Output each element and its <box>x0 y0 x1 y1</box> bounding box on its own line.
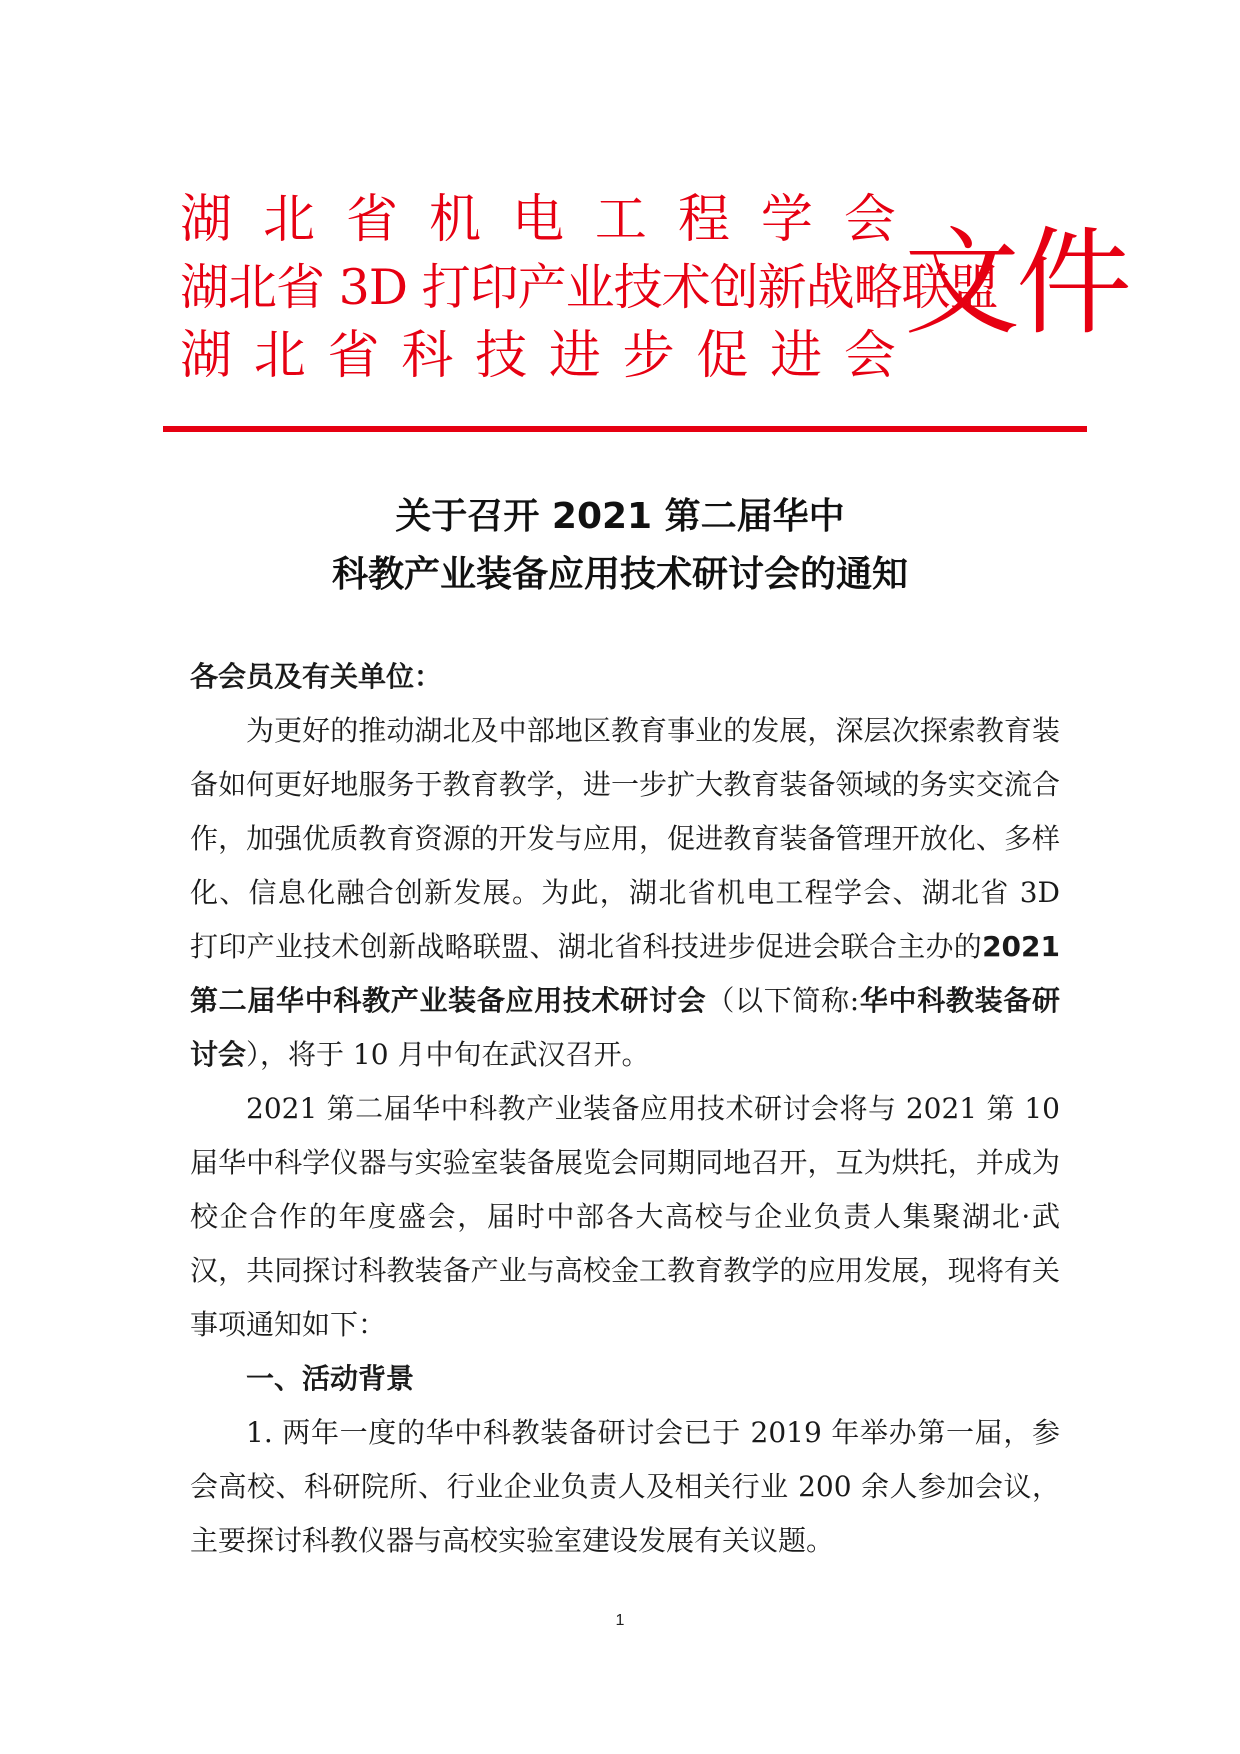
org-line-2: 湖北省 3D 打印产业技术创新战略联盟 <box>180 259 998 316</box>
org3-char: 省 <box>327 326 380 386</box>
section-heading-background: 一、活动背景 <box>246 1362 415 1395</box>
org1-char: 机 <box>428 190 481 250</box>
org1-char: 会 <box>843 190 896 250</box>
title-line-2: 科教产业装备应用技术研讨会的通知 <box>331 554 908 595</box>
org1-char: 工 <box>594 190 647 250</box>
header-divider <box>163 426 1087 432</box>
org3-char: 步 <box>622 326 675 386</box>
org1-char: 学 <box>760 190 813 250</box>
issuing-organizations <box>180 186 998 390</box>
org1-char: 省 <box>345 190 398 250</box>
paragraph-1-text: 为更好的推动湖北及中部地区教育事业的发展，深层次探索教育装备如何更好地服务于教育教学，进一步扩大教育装备领域的务实交流合作，加强优质教育资源的开发与应用，促进教育装备管理开放化、多样化、信息化融合创新发展。为此，湖北省机电工程学会、湖北省 3D 打印产业技术创新战略联盟、湖北省科技进步促进会联合主办的 <box>190 714 1060 963</box>
org1-char: 湖 <box>180 190 233 250</box>
org-line-3 <box>180 322 896 390</box>
document-body <box>190 650 1060 1568</box>
paragraph-2: 2021 第二届华中科教产业装备应用技术研讨会将与 2021 第 10 届华中科学仪器与实验室装备展览会同期同地召开，互为烘托，并成为校企合作的年度盛会，届时中部各大高校与企业负责人集聚湖北·武汉，共同探讨科教装备产业与高校金工教育教学的应用发展，现将有关事项通知如下： <box>190 1092 1060 1341</box>
paragraph-1-text: （以下简称: <box>706 984 860 1017</box>
org3-char: 会 <box>843 326 896 386</box>
document-header <box>180 186 1128 406</box>
salutation: 各会员及有关单位： <box>190 660 443 693</box>
org3-char: 北 <box>253 326 306 386</box>
paragraph-1-text: ），将于 10 月中旬在武汉召开。 <box>246 1038 650 1071</box>
org3-char: 技 <box>475 326 528 386</box>
org-line-1 <box>180 186 896 254</box>
paragraph-1 <box>190 704 1060 1082</box>
org1-char: 程 <box>677 190 730 250</box>
org3-char: 湖 <box>180 326 233 386</box>
org1-char: 电 <box>511 190 564 250</box>
org3-char: 促 <box>696 326 749 386</box>
event-short-name-bold: 华中科教装备研讨会 <box>190 984 1060 1071</box>
page-number: 1 <box>615 1612 625 1629</box>
document-type-label: 文件 <box>904 216 1128 351</box>
org3-char: 进 <box>770 326 823 386</box>
notice-title <box>0 488 1240 604</box>
org1-char: 北 <box>262 190 315 250</box>
event-name-bold: 2021 第二届华中科教产业装备应用技术研讨会 <box>190 930 1060 1017</box>
title-line-1: 关于召开 2021 第二届华中 <box>395 496 845 537</box>
org3-char: 进 <box>548 326 601 386</box>
org3-char: 科 <box>401 326 454 386</box>
item-1: 1. 两年一度的华中科教装备研讨会已于 2019 年举办第一届，参会高校、科研院所、行业企业负责人及相关行业 200 余人参加会议，主要探讨科教仪器与高校实验室建设发展有关议题。 <box>190 1416 1060 1557</box>
